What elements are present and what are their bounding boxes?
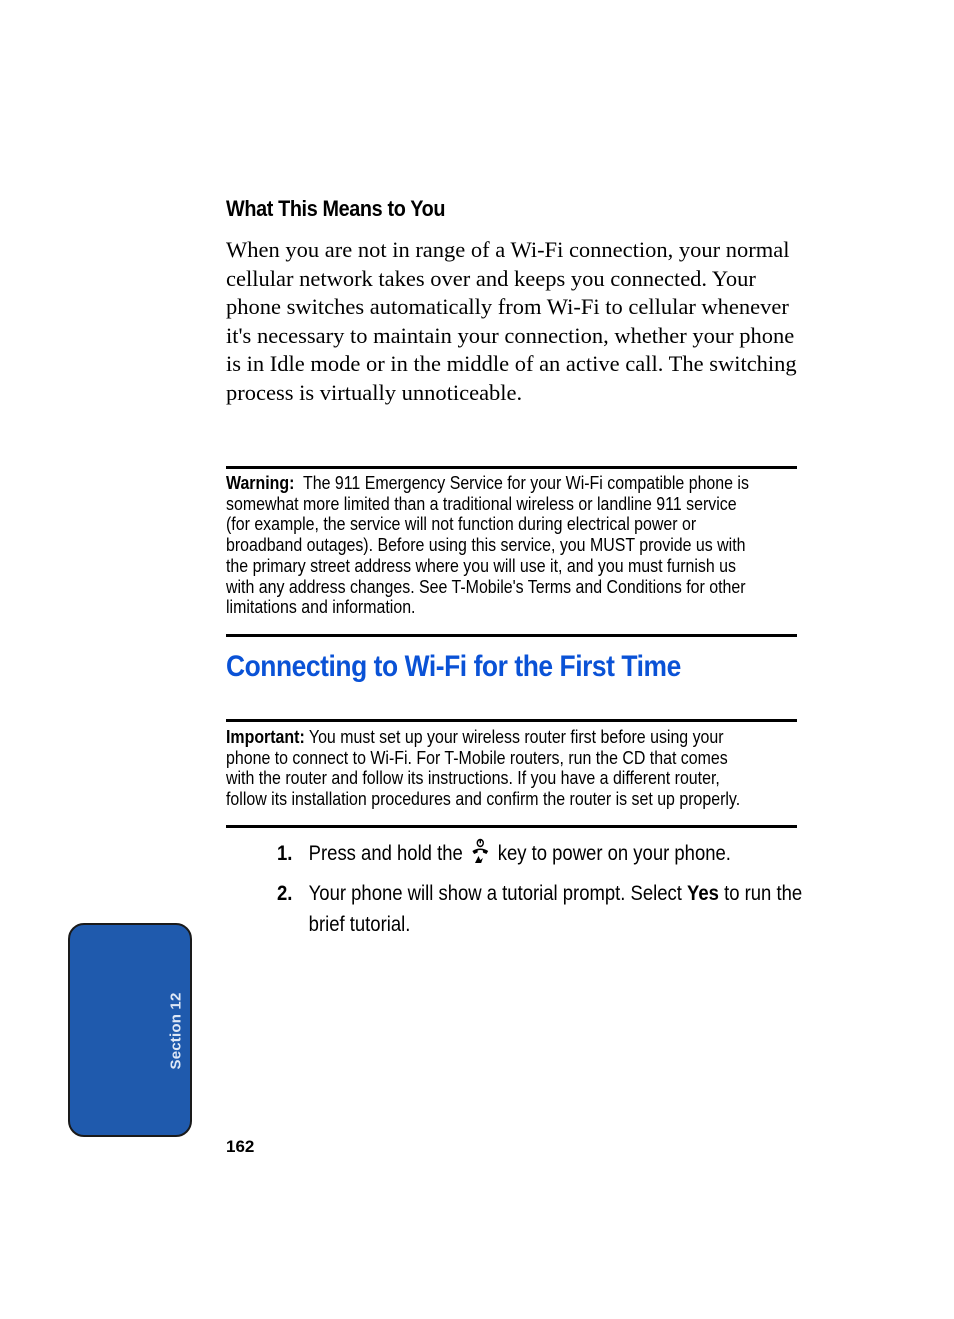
step-text-part: Your phone will show a tutorial prompt. Select	[308, 882, 682, 905]
step-item	[277, 878, 805, 940]
step-item	[277, 838, 805, 873]
step-text-part: Press and hold the	[308, 842, 463, 865]
warning-text: The 911 Emergency Service for your Wi-Fi compatible phone is somewhat more limited than a traditional wireless or landline 911 service (for example, the service will not function during electrical power or broadband outages). Before using this service, you MUST provide us with the primary street address where you will use it, and you must furnish us with any address changes. See T-Mobile's Terms and Conditions for other limitations and information.	[226, 473, 749, 618]
step-text	[309, 838, 805, 873]
important-text: You must set up your wireless router first before using your phone to connect to Wi-Fi. For T-Mobile routers, run the CD that comes with the router and follow its instructions. If you have a different router, follow its installation procedures and confirm the router is set up properly.	[226, 727, 741, 810]
warning-note	[226, 473, 757, 618]
body-paragraph: When you are not in range of a Wi-Fi connection, your normal cellular network takes over and keeps you connected. Your phone switches automatically from Wi-Fi to cellular whenever it's necessary to maintain your connection, whether your phone is in Idle mode or in the middle of an active call. The switching process is virtually unnoticeable.	[226, 237, 797, 405]
warning-top-rule	[226, 466, 797, 469]
important-note	[226, 727, 757, 810]
warning-label: Warning:	[226, 473, 295, 493]
important-label: Important:	[226, 727, 305, 747]
step-text	[309, 878, 805, 940]
step-number: 1.	[277, 842, 293, 865]
step-text-part: to run the brief tutorial.	[308, 882, 803, 936]
subheading: What This Means to You	[226, 196, 446, 221]
important-bottom-rule	[226, 825, 797, 828]
important-top-rule	[226, 719, 797, 722]
section-title: Connecting to Wi-Fi for the First Time	[226, 650, 681, 683]
section-tab-label: Section 12	[167, 992, 185, 1070]
warning-bottom-rule	[226, 634, 797, 637]
page-number: 162	[226, 1137, 255, 1156]
step-text-bold: Yes	[687, 882, 719, 905]
step-text-part: key to power on your phone.	[497, 842, 731, 865]
step-number: 2.	[277, 882, 293, 905]
steps-list	[277, 838, 805, 945]
end-power-key-icon	[471, 838, 490, 873]
